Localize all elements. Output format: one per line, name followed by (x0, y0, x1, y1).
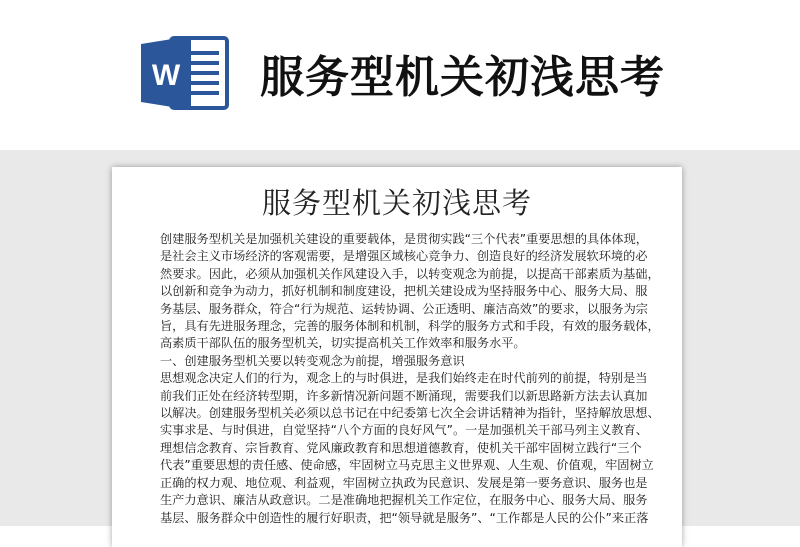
document-title: 服务型机关初浅思考 (261, 186, 532, 220)
body-line: 然要求。因此，必须从加强机关作风建设入手，以转变观念为前提，以提高干部素质为基础， (160, 266, 660, 281)
header-banner (0, 0, 800, 150)
word-icon-letter: W (151, 59, 181, 92)
header-title: 服务型机关初浅思考 (260, 52, 665, 103)
section-heading: 一、创建服务型机关要以转变观念为前提，增强服务意识 (160, 353, 465, 368)
body-line: 创建服务型机关是加强机关建设的重要载体，是贯彻实践“三个代表”重要思想的具体体现， (160, 232, 648, 246)
document-body (160, 231, 660, 527)
body-line: 前我们正处在经济转型期，许多新情况新问题不断涌现，需要我们以新思路新方法去认真加 (160, 388, 648, 403)
body-line: 生产力意识、廉洁从政意识。二是准确地把握机关工作定位，在服务中心、服务大局、服务 (160, 493, 648, 508)
body-line: 务基层、服务群众，符合“行为规范、运转协调、公正透明、廉洁高效”的要求，以服务为宗 (160, 301, 648, 316)
body-line: 基层、服务群众中创造性的履行好职责，把“领导就是服务”、“工作都是人民的公仆”来正落 (160, 510, 649, 525)
body-line: 代表”重要思想的责任感、使命感，牢固树立马克思主义世界观、人生观、价值观，牢固树立 (160, 458, 654, 473)
body-line: 旨，具有先进服务理念，完善的服务体制和机制，科学的服务方式和手段，有效的服务载体， (160, 319, 660, 334)
body-line: 以创新和竞争为动力，抓好机制和制度建设，把机关建设成为坚持服务中心、服务大局、服 (160, 284, 648, 299)
body-line: 实事求是、与时俱进，自觉坚持“八个方面的良好风气”。一是加强机关干部马列主义教育、 (160, 423, 648, 438)
document-page (112, 167, 682, 547)
word-icon (141, 35, 229, 111)
body-line: 以解决。创建服务型机关必须以总书记在中纪委第七次全会讲话精神为指针，坚持解放思想、 (160, 406, 660, 421)
body-line: 理想信念教育、宗旨教育、党风廉政教育和思想道德教育，使机关干部牢固树立践行“三个 (160, 440, 642, 455)
body-line: 是社会主义市场经济的客观需要，是增强区域核心竞争力、创造良好的经济发展软环境的必 (160, 249, 648, 264)
body-line: 高素质干部队伍的服务型机关，切实提高机关工作效率和服务水平。 (160, 336, 526, 351)
body-line: 思想观念决定人们的行为，观念上的与时俱进，是我们始终走在时代前列的前提，特别是当 (160, 371, 648, 386)
body-line: 正确的权力观、地位观、利益观，牢固树立执政为民意识、发展是第一要务意识、服务也是 (160, 475, 648, 490)
